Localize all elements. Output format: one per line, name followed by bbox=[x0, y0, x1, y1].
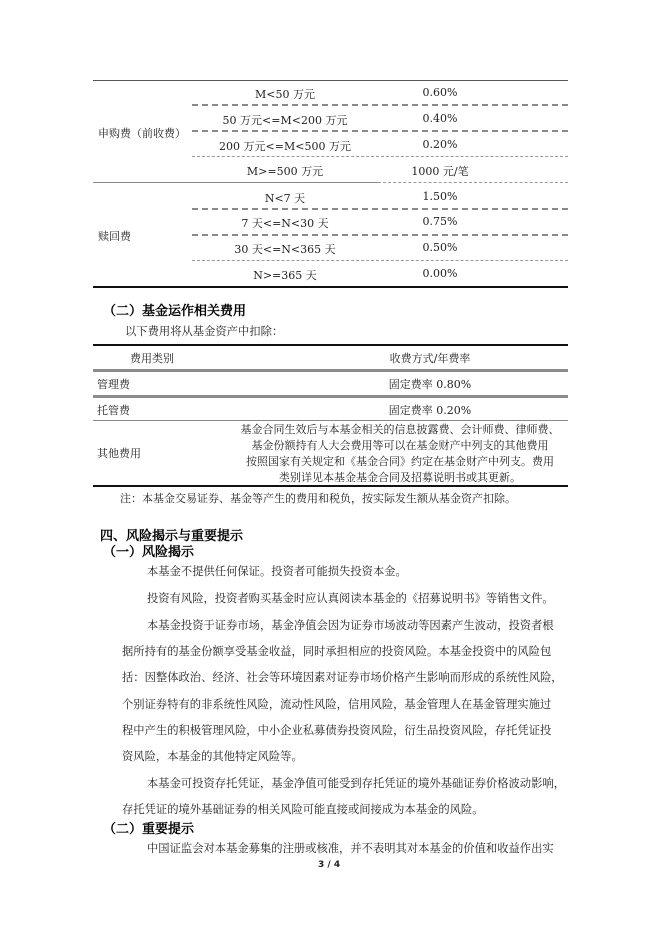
risk-line: 程中产生的积极管理风险，中小企业私募债券投资风险，衍生品投资风险，存托凭证投 bbox=[122, 724, 552, 737]
redemption-range: N>=365 天 bbox=[253, 269, 317, 282]
fee-type: 管理费 bbox=[97, 378, 130, 391]
column-header-fee-method: 收费方式/年费率 bbox=[389, 352, 471, 365]
redemption-rate: 0.00% bbox=[422, 267, 458, 280]
redemption-range: 7 天<=N<30 天 bbox=[241, 217, 329, 230]
redemption-rate: 0.50% bbox=[422, 241, 458, 254]
redemption-rate: 0.75% bbox=[422, 215, 458, 228]
column-header-fee-type: 费用类别 bbox=[130, 352, 174, 365]
header-divider bbox=[93, 369, 568, 372]
ops-fees-intro: 以下费用将从基金资产中扣除： bbox=[125, 325, 284, 338]
row-divider bbox=[93, 395, 568, 398]
ops-fees-note: 注：本基金交易证券、基金等产生的费用和税负，按实际发生额从基金资产扣除。 bbox=[120, 492, 516, 505]
risk-line: 本基金投资于证券市场，基金净值会因为证券市场波动等因素产生波动，投资者根 bbox=[147, 619, 554, 632]
section-divider bbox=[378, 182, 568, 183]
fee-value-line: 基金合同生效后与本基金相关的信息披露费、会计师费、律师费、 bbox=[240, 423, 560, 436]
redemption-range: 30 天<=N<365 天 bbox=[234, 243, 336, 256]
row-divider bbox=[192, 130, 568, 132]
redemption-rate: 1.50% bbox=[422, 190, 458, 203]
subsection-heading-important: （二）重要提示 bbox=[103, 822, 195, 837]
subsection-heading-risk: （一）风险揭示 bbox=[103, 545, 195, 560]
risk-line: 括：因整体政治、经济、社会等环境因素对证券市场价格产生影响而形成的系统性风险， bbox=[122, 671, 563, 684]
purchase-range: 200 万元<=M<500 万元 bbox=[219, 140, 351, 153]
redemption-fee-label: 赎回费 bbox=[98, 230, 131, 243]
purchase-range: 50 万元<=M<200 万元 bbox=[222, 114, 348, 127]
fee-value-line: 类别详见本基金基金合同及招募说明书或其更新。 bbox=[279, 471, 521, 484]
purchase-rate: 0.40% bbox=[422, 112, 458, 125]
purchase-range: M>=500 万元 bbox=[246, 165, 324, 178]
fee-type: 其他费用 bbox=[97, 447, 141, 460]
section-heading-ops-fees: （二）基金运作相关费用 bbox=[103, 304, 247, 319]
page-number: 3 / 4 bbox=[318, 860, 341, 870]
table-top-border bbox=[93, 80, 568, 81]
table-bottom-border bbox=[93, 485, 568, 487]
table-bottom-border bbox=[93, 286, 568, 288]
row-divider bbox=[192, 208, 568, 210]
redemption-range: N<7 天 bbox=[264, 192, 306, 205]
fee-value-line: 按照国家有关规定和《基金合同》约定在基金财产中列支。费用 bbox=[246, 455, 554, 468]
purchase-range: M<50 万元 bbox=[255, 88, 315, 101]
row-divider bbox=[192, 234, 568, 236]
purchase-rate: 0.20% bbox=[422, 138, 458, 151]
fee-value-line: 基金份额持有人大会费用等可以在基金财产中列支的其他费用 bbox=[251, 439, 549, 452]
purchase-rate: 0.60% bbox=[422, 86, 458, 99]
risk-line: 据所持有的基金份额享受基金收益，同时承担相应的投资风险。本基金投资中的风险包 bbox=[122, 645, 552, 658]
risk-line: 投资有风险，投资者购买基金时应认真阅读本基金的《招募说明书》等销售文件。 bbox=[147, 592, 554, 605]
purchase-rate: 1000 元/笔 bbox=[411, 165, 469, 178]
risk-line: 本基金不提供任何保证。投资者可能损失投资本金。 bbox=[147, 565, 407, 578]
section-heading-risk-and-notice: 四、风险揭示与重要提示 bbox=[100, 529, 244, 544]
row-divider bbox=[192, 156, 568, 157]
important-line: 中国证监会对本基金募集的注册或核准，并不表明其对本基金的价值和收益作出实 bbox=[147, 842, 554, 855]
risk-line: 个别证券特有的非系统性风险，流动性风险，信用风险，基金管理人在基金管理实施过 bbox=[122, 698, 552, 711]
table-top-border bbox=[93, 344, 568, 346]
risk-line: 本基金可投资存托凭证，基金净值可能受到存托凭证的境外基础证券价格波动影响， bbox=[147, 777, 565, 790]
purchase-fee-label: 申购费（前收费） bbox=[98, 127, 186, 140]
section-divider bbox=[93, 182, 378, 183]
fee-value: 固定费率 0.20% bbox=[388, 404, 472, 417]
risk-line: 资风险，本基金的其他特定风险等。 bbox=[122, 750, 303, 763]
risk-line: 存托凭证的境外基础证券的相关风险可能直接或间接成为本基金的风险。 bbox=[122, 803, 484, 816]
row-divider bbox=[192, 260, 568, 261]
row-divider bbox=[192, 104, 568, 106]
fee-value: 固定费率 0.80% bbox=[388, 378, 472, 391]
fee-type: 托管费 bbox=[97, 404, 130, 417]
